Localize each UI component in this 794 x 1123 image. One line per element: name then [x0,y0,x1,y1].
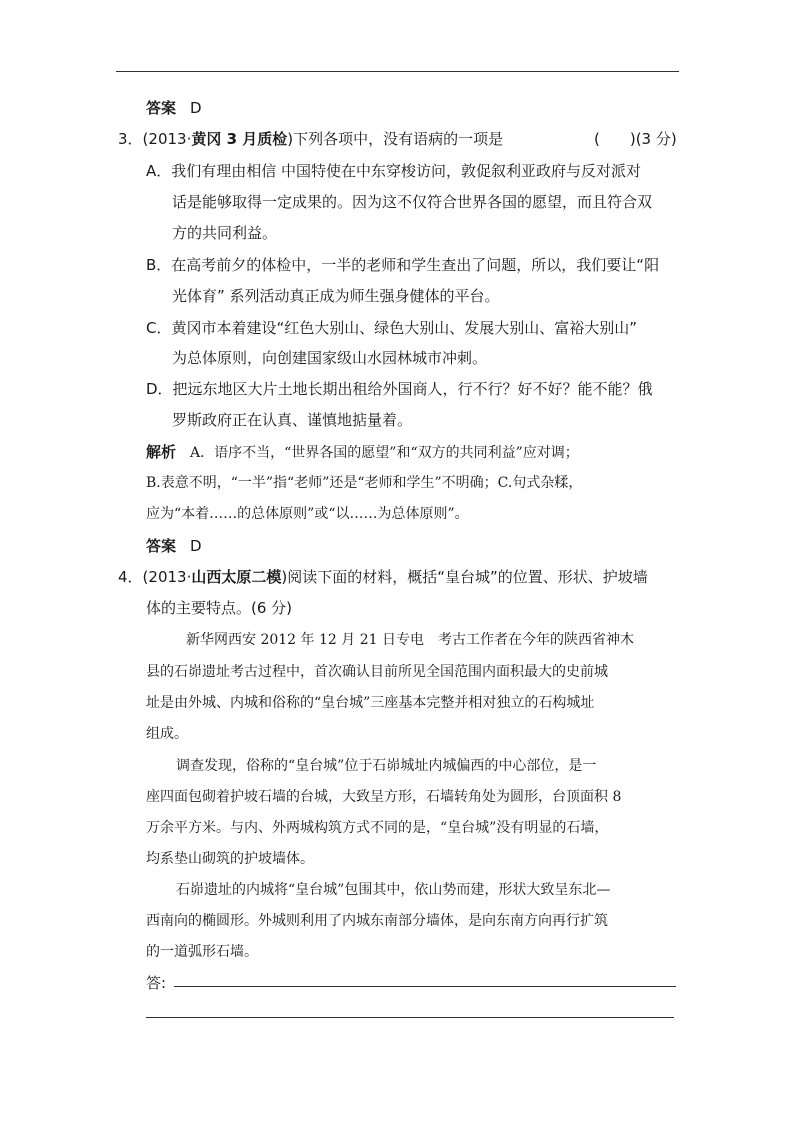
answer-label: 答案 [146,537,177,555]
q3-option-c-line1: C．黄冈市本着建设“红色大别山、绿色大别山、发展大别山、富裕大别山” [146,319,638,337]
passage-p2-line4: 均系垫山砌筑的护坡墙体。 [146,851,314,867]
q3-source-prefix: (2013· [142,130,192,148]
q3-source-suffix: ) [287,130,294,148]
q3-stem-text: 下列各项中，没有语病的一项是 [293,130,504,148]
answer-line-2[interactable] [146,1017,674,1018]
q3-number: 3． [118,130,143,148]
q2-answer [146,98,202,118]
header-rule [116,71,679,72]
q3-option-a-line3: 方的共同利益。 [172,224,278,242]
q3-option-c-line2: 为总体原则，向创建国家级山水园林城市冲刺。 [172,349,488,367]
q3-option-a-line1: A．我们有理由相信 中国特使在中东穿梭访问，敦促叙利亚政府与反对派对 [146,162,642,180]
q4-stem-text: 阅读下面的材料，概括“皇台城”的位置、形状、护坡墙 [287,568,648,586]
answer-line-1[interactable] [174,986,676,987]
passage-p2-line1: 调查发现，俗称的“皇台城”位于石峁城址内城偏西的中心部位，是一 [176,758,597,774]
passage-p1-line4: 组成。 [146,726,188,742]
analysis-text: A．语序不当，“世界各国的愿望”和“双方的共同利益”应对调； [190,445,579,461]
passage-p3-line3: 的一道弧形石墙。 [146,944,258,960]
passage-p2-line3: 万余平方米。与内、外两城构筑方式不同的是，“皇台城”没有明显的石墙， [146,820,609,836]
answer-label: 答案 [146,99,177,117]
q3-option-a-line2: 话是能够取得一定成果的。因为这不仅符合世界各国的愿望，而且符合双 [172,193,653,211]
answer-value: D [190,99,202,117]
q4-source: 山西太原二模 [191,568,282,586]
passage-p1-line2: 县的石峁遗址考古过程中，首次确认目前所见全国范围内面积最大的史前城 [146,664,608,680]
analysis-label: 解析 [146,443,177,461]
q4-stem-line2: 体的主要特点。(6 分) [146,599,293,617]
passage-p1-line1: 新华网西安 2012 年 12 月 21 日专电 考古工作者在今年的陕西省神木 [186,632,634,648]
passage-p2-line2: 座四面包砌着护坡石墙的台城，大致呈方形，石墙转角处为圆形，台顶面积 8 [146,789,622,805]
q4-stem [118,567,648,587]
q4-source-suffix: ) [281,568,288,586]
q4-number: 4． [118,568,143,586]
passage-p3-line1: 石峁遗址的内城将“皇台城”包围其中，依山势而建，形状大致呈东北— [176,882,611,898]
answer-value: D [190,537,202,555]
q4-answer-prompt: 答: [146,974,167,992]
q3-option-d-line2: 罗斯政府正在认真、谨慎地掂量着。 [172,411,413,429]
q3-blank: ( )(3 分) [594,130,677,148]
q3-stem [118,129,503,149]
q3-option-d-line1: D．把远东地区大片土地长期出租给外国商人，行不行？好不好？能不能？俄 [146,380,653,398]
passage-p1-line3: 址是由外城、内城和俗称的“皇台城”三座基本完整并相对独立的石构城址 [146,695,595,711]
q4-source-prefix: (2013· [142,568,192,586]
q3-answer [146,536,202,556]
q3-analysis-line1 [146,442,579,463]
q3-source: 黄冈 3 月质检 [191,130,288,148]
passage-p3-line2: 西南向的椭圆形。外城则利用了内城东南部分墙体，是向东南方向再行扩筑 [146,913,608,929]
q3-option-b-line2: 光体育” 系列活动真正成为师生强身健体的平台。 [172,287,500,305]
q3-analysis-line2: B.表意不明，“一半”指“老师”还是“老师和学生”不明确；C.句式杂糅， [146,475,583,491]
q3-analysis-line3: 应为“本着……的总体原则”或“以……为总体原则”。 [146,506,469,522]
q3-option-b-line1: B．在高考前夕的体检中，一半的老师和学生查出了问题，所以，我们要让“阳 [146,256,660,274]
